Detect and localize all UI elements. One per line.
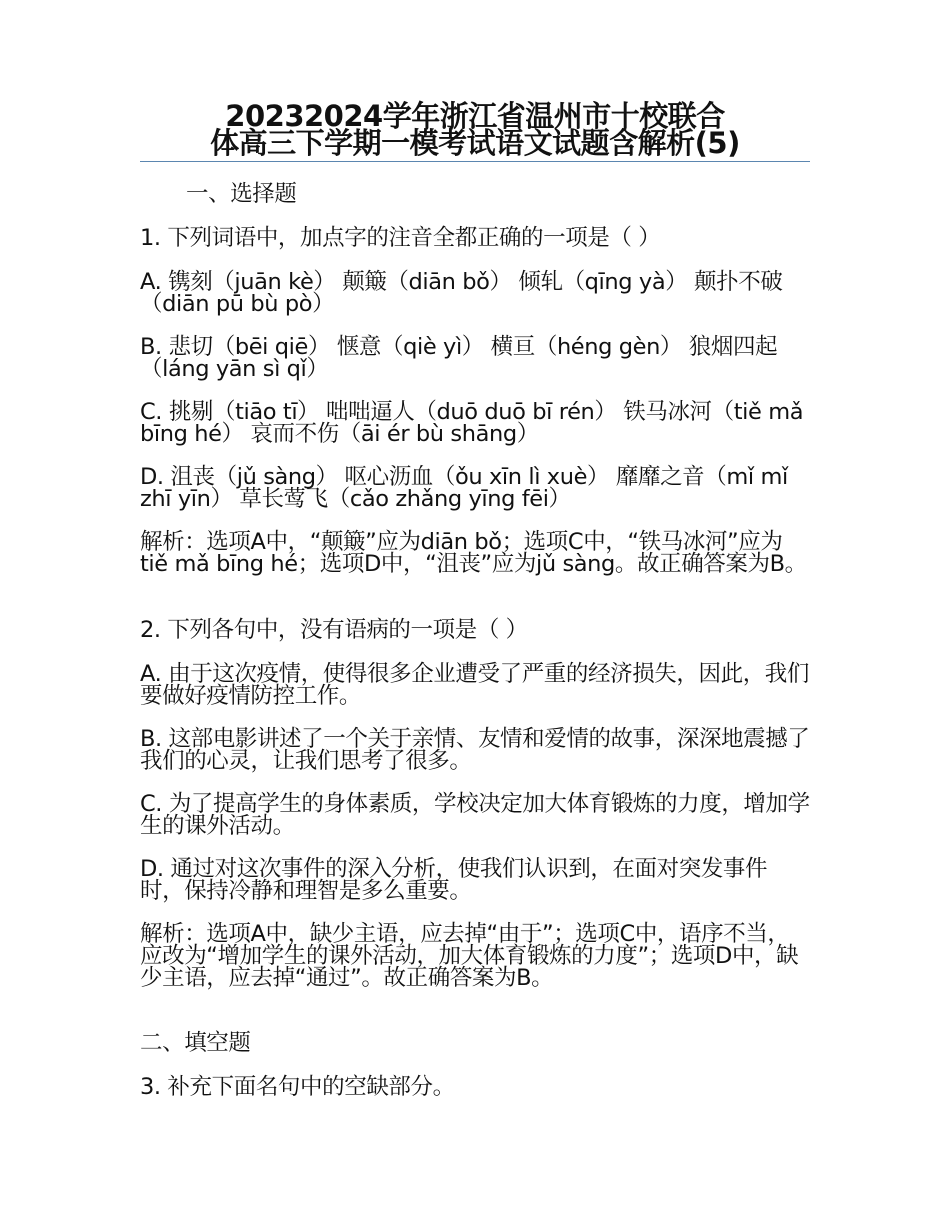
question-2-option-c: C. 为了提高学生的身体素质，学校决定加大体育锻炼的力度，增加学生的课外活动。 bbox=[140, 791, 810, 839]
question-1-explanation: 解析：选项A中，“颠簸”应为diān bǒ；选项C中，“铁马冰河”应为tiě mǎ bīng hé；选项D中，“沮丧”应为jǔ sàng。故正确答案为B。 bbox=[140, 529, 807, 577]
question-1-option-a: A. 镌刻（juān kè） 颠簸（diān bǒ） 倾轧（qīng yà） 颠扑不破（diān pū bù pò） bbox=[140, 269, 783, 317]
section-heading-fill-blank: 二、填空题 bbox=[140, 1030, 251, 1056]
section-heading-choice: 一、选择题 bbox=[186, 181, 297, 207]
question-3-stem: 3. 补充下面名句中的空缺部分。 bbox=[140, 1074, 455, 1100]
document-title bbox=[140, 99, 810, 160]
question-1-option-b: B. 悲切（bēi qiē） 惬意（qiè yì） 横亘（héng gèn） 狼烟四起（láng yān sì qǐ） bbox=[140, 334, 778, 382]
title-underline bbox=[140, 161, 810, 162]
question-2-stem: 2. 下列各句中，没有语病的一项是（ ） bbox=[140, 617, 528, 643]
title-line-2: 体高三下学期一模考试语文试题含解析(5) bbox=[210, 126, 740, 160]
question-2-option-a: A. 由于这次疫情，使得很多企业遭受了严重的经济损失，因此，我们要做好疫情防控工作。 bbox=[140, 661, 810, 709]
title-line-1: 20232024学年浙江省温州市十校联合 bbox=[225, 99, 725, 133]
question-1-option-d: D. 沮丧（jǔ sàng） 呕心沥血（ǒu xīn lì xuè） 靡靡之音（mǐ mǐ zhī yīn） 草长莺飞（cǎo zhǎng yīng fēi） bbox=[140, 464, 788, 512]
question-2-explanation: 解析：选项A中，缺少主语，应去掉“由于”；选项C中，语序不当，应改为“增加学生的课外活动，加大体育锻炼的力度”；选项D中，缺少主语，应去掉“通过”。故正确答案为B。 bbox=[140, 921, 799, 991]
question-1-option-c: C. 挑剔（tiāo tī） 咄咄逼人（duō duō bī rén） 铁马冰河（tiě mǎ bīng hé） 哀而不伤（āi ér bù shāng） bbox=[140, 399, 804, 447]
question-2-option-d: D. 通过对这次事件的深入分析，使我们认识到，在面对突发事件时，保持冷静和理智是多么重要。 bbox=[140, 856, 768, 904]
question-1-stem: 1. 下列词语中，加点字的注音全都正确的一项是（ ） bbox=[140, 225, 661, 251]
question-2-option-b: B. 这部电影讲述了一个关于亲情、友情和爱情的故事，深深地震撼了我们的心灵，让我们思考了很多。 bbox=[140, 726, 810, 774]
